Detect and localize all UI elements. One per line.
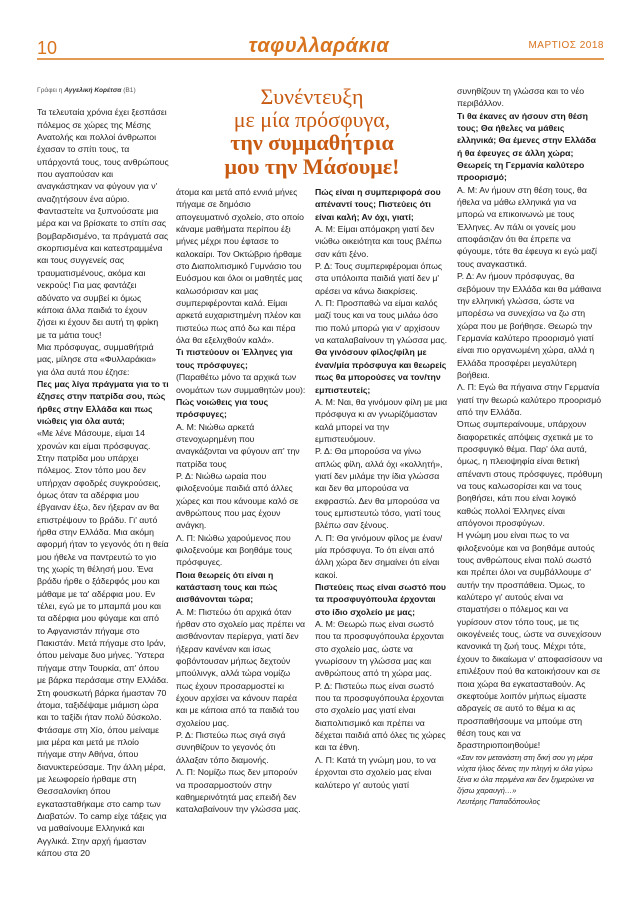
article-paragraph: Λ. Π: Νιώθω χαρούμενος που φιλοξενούμε και βοηθάμε τους πρόσφυγες. bbox=[176, 532, 293, 568]
article-paragraph: Α. Μ: Νιώθω αρκετά στενοχωρημένη που αναγκάζονται να φύγουν απ' την πατρίδα τους bbox=[176, 421, 300, 469]
article-paragraph: Όπως συμπεραίνουμε, υπάρχουν διαφορετικές απόψεις σχετικά με το προσφυγικό θέμα. Παρ' όλα αυτά, όμως, η πλειοψηφία είναι θετική απέναντι στους πρόσφυγες, πρόθυμη να τους καλωσορίσει και να τους βοηθήσει, κάτι που είναι λογικό καθώς πολλοί Έλληνες είναι απόγονοι προσφύγων. bbox=[457, 419, 603, 529]
article-paragraph: Μια πρόσφυγας, συμμαθήτριά μας, μίλησε στα «Φυλλαράκια» για όλα αυτά που έζησε: bbox=[37, 341, 157, 377]
article-paragraph: Α. Μ: Ναι, θα γινόμουν φίλη με μια πρόσφυγα κι αν γνωρίζόμασταν καλά μπορεί να την εμπιστευόμουν. bbox=[315, 396, 448, 444]
interview-question: Πιστεύεις πως είναι σωστό που τα προσφυγόπουλα έρχονται στο ίδιο σχολείο με μας; bbox=[315, 582, 446, 617]
byline bbox=[37, 85, 169, 97]
article-paragraph: Λ. Π: Προσπαθώ να είμαι καλός μαζί τους και να τους μιλάω όσο πιο πολύ μπορώ για ν' αρχίσουν να καταλαβαίνουν τη γλώσσα μας. bbox=[315, 298, 448, 346]
article-paragraph: Ρ. Δ: Θα μπορούσα να γίνω απλώς φίλη, αλλά όχι «κολλητή», γιατί δεν μιλάμε την ίδια γλώσσα και δεν θα μπορούσα να εκφραστώ. Δεν θα μπορούσα να τους εμπιστευτώ τόσο, γιατί τους βλέπω σαν ξένους. bbox=[315, 446, 443, 531]
byline-suffix: (Β1) bbox=[123, 87, 136, 94]
page-number: 10 bbox=[37, 38, 58, 58]
interview-question: Τι θα έκανες αν ήσουν στη θέση τους; Θα ήθελες να μάθεις ελληνικά; Θα έμενες στην Ελλάδα ή θα έφευγες σε άλλη χώρα; Θεωρείς τη Γερμανία καλύτερο προορισμό; bbox=[457, 110, 596, 183]
interview-question: Πώς είναι η συμπεριφορά σου απέναντί τους; Πιστεύεις ότι είναι καλή; Αν όχι, γιατί; bbox=[315, 187, 441, 222]
article-paragraph: άτομα και μετά από εννιά μήνες πήγαμε σε δημόσιο απογευματινό σχολείο, στο οποίο κάναμε μαθήματα περίπου έξι μήνες μέχρι που έφτασε το καλοκαίρι. Τον Οκτώβριο ήρθαμε στο Διαπολιτισμικό Γυμνάσιο του Ευόσμου και όλοι οι μαθητές μας καλωσόρισαν και μας συμπεριφέρονται καλά. Είμαι αρκετά ευχαριστημένη πλέον και πιστεύω πως από δω και πέρα όλα θα εξελιχθούν καλά». bbox=[176, 187, 304, 346]
interview-question: Τι πιστεύουν οι Έλληνες για τους πρόσφυγες; bbox=[176, 347, 293, 370]
interview-question: Πες μας λίγα πράγματα για το τι έζησες στην πατρίδα σου, πώς ήρθες στην Ελλάδα και πως νιώθεις για όλα αυτά; bbox=[37, 378, 169, 426]
article-paragraph: Λ. Π: Νομίζω πως δεν μπορούν να προσαρμοστούν στην καθημερινότητά μας επειδή δεν καταλαβαίνουν την γλώσσα μας. bbox=[176, 767, 301, 815]
article-paragraph: Ρ. Δ: Πιστεύω πως σιγά σιγά συνηθίζουν το γεγονός ότι άλλαξαν τόπο διαμονής. bbox=[176, 730, 286, 765]
article-paragraph: «Με λένε Μάσουμε, είμαι 14 χρονών και είμαι πρόσφυγας. Στην πατρίδα μου υπάρχει πόλεμος. Στον τόπο μου δεν υπήρχαν σφοδρές συγκρούσεις, όμως όταν τα αδέρφια μου έβγαιναν έξω, δεν ήξεραν αν θα επιστρέψουν το βράδυ. Γι' αυτό ήρθα στην Ελλάδα. Μια ακόμη αφορμή ήταν το γεγονός ότι η θεία μου ήθελε να παντρευτώ το γιο της χωρίς τη θέλησή μου. Ένα βράδυ ήρθε ο ξάδερφός μου και μάθαμε με τα' αδέρφια μου. Εν τέλει, εγώ με το μπαμπά μου και τα αδέρφια μου φύγαμε και από το Αφγανιστάν πήγαμε στο Πακιστάν. Μετά πήγαμε στο Ιράν, όπου μείναμε δυο μήνες. Ύστερα πήγαμε στην Τουρκία, απ' όπου με βάρκα περάσαμε στην Ελλάδα. bbox=[37, 428, 169, 686]
quote-author: Λευτέρης Παπαδόπουλος bbox=[457, 796, 541, 806]
article-paragraph: Ρ. Δ: Τους συμπεριφέρομαι όπως στα υπόλοιπα παιδιά γιατί δεν μ' αρέσει να κάνω διακρίσεις. bbox=[315, 261, 443, 296]
title-line-4: μου την Μάσουμε! bbox=[224, 154, 400, 179]
article-paragraph: Ρ. Δ: Αν ήμουν πρόσφυγας, θα σεβόμουν την Ελλάδα και θα μάθαινα την ελληνική γλώσσα, ώστε να μπορέσω να συνεχίσω να ζω στη χώρα που με βοήθησε. Θεωρώ την Γερμανία καλύτερο προορισμό γιατί είναι πιο οργανωμένη χώρα, αλλά η Ελλάδα προσφέρει μεγαλύτερη βοήθεια. bbox=[457, 271, 602, 380]
title-line-1: Συνέντευξη bbox=[260, 84, 364, 109]
newspaper-logo: ταφυλλαράκια bbox=[248, 35, 390, 57]
interview-question: Θα γινόσουν φίλος/φίλη με έναν/μία πρόσφυγα και θεωρείς πως θα μπορούσες να τον/την εμπιστευτείς; bbox=[315, 347, 447, 395]
article-paragraph: Φανταστείτε να ξυπνούσατε μια μέρα και να βρίσκατε το σπίτι σας βομβαρδισμένο, τα πράγματά σας σκορπισμένα και κατεστραμμένα και τους συγγενείς σας τραυματισμένους, ακόμα και νεκρούς! Για μας φαντάζει αδύνατο να συμβεί κι όμως κάποια άλλα παιδιά το έχουν ζήσει κι έχουν δει αυτή τη φρίκη με τα μάτια τους! bbox=[37, 206, 169, 340]
header-rule bbox=[37, 58, 604, 60]
article-paragraph: Ρ. Δ: Νιώθω ωραία που φιλοξενούμε παιδιά από άλλες χώρες και που κάνουμε καλό σε ανθρώπους που μας έχουν ανάγκη. bbox=[176, 470, 299, 531]
column-1 bbox=[37, 85, 169, 885]
article-paragraph: Στη φουσκωτή βάρκα ήμασταν 70 άτομα, ταξιδέψαμε μιάμιση ώρα και το ταξίδι ήταν πολύ δύσκολο. Φτάσαμε στη Χίο, όπου μείναμε μια μέρα και μετά με πλοίο πήγαμε στην Αθήνα, όπου διανυκτερεύσαμε. Την άλλη μέρα, με λεωφορείο ήρθαμε στη Θεσσαλονίκη όπου εγκατασταθήκαμε στο camp των Διαβατών. Το camp είχε τάξεις για να μαθαίνουμε Ελληνικά και Αγγλικά. Στην αρχή ήμασταν κάπου στα 20 bbox=[37, 687, 167, 858]
interview-question: Πώς νοιώθεις για τους πρόσφυγες; bbox=[176, 396, 269, 420]
article-paragraph: Ρ. Δ: Πιστεύω πως είναι σωστό που τα προσφυγόπουλα έρχονται στο σχολείο μας γιατί είναι διαπολιτισμικό και πρέπει να δέχεται παιδιά από όλες τις χώρες και τα έθνη. bbox=[315, 680, 446, 753]
column-2 bbox=[176, 186, 306, 886]
article-paragraph: Λ. Π: Εγώ θα πήγαινα στην Γερμανία γιατί την θεωρώ καλύτερο προορισμό από την Ελλάδα. bbox=[457, 382, 602, 417]
byline-prefix: Γράφει η bbox=[37, 87, 63, 94]
closing-quote: «Σαν τον μετανάστη στη δική σου γη μέρα νύχτα ήλιος δένεις την πληγή κι όλα γύρω ξένα κι όλα περιμένα και δεν ξημερώνει να ζήσω χαραυγή…» bbox=[457, 752, 595, 795]
article-paragraph: Η γνώμη μου είναι πως το να φιλοξενούμε και να βοηθάμε αυτούς τους ανθρώπους είναι πολύ σωστό και πρέπει όλοι να συμβάλλουμε σ' αυτήν την προσπάθεια. Όμως, το καλύτερο γι' αυτούς είναι να σταματήσει ο πόλεμος και να γυρίσουν στον τόπο τους, με τις οικογένειές τους, ώστε να συνεχίσουν κανονικά τη ζωή τους. Μέχρι τότε, έχουν το δικαίωμα ν' αποφασίσουν να επιλέξουν πού θα κατοικήσουν και σε ποια χώρα θα εγκατασταθούν. Ας σκεφτούμε λοιπόν μήπως είμαστε αδραγείς σε αυτό το θέμα κι ας προσπαθήσουμε να μπούμε στη θέση τους και να δραστηριοποιηθούμε! bbox=[457, 530, 603, 751]
article-paragraph: (Παραθέτω μόνο τα αρχικά των ονομάτων των συμμαθητών μου): bbox=[176, 372, 306, 395]
interview-question: Ποια θεωρείς ότι είναι η κατάσταση τους και πώς αισθάνονται τώρα; bbox=[176, 569, 278, 605]
article-paragraph: Α. Μ: Πιστεύω ότι αρχικά όταν ήρθαν στο σχολείο μας πρέπει να αισθάνονταν περίεργα, γιατί δεν ήξεραν κανέναν και ίσως φοβόντουσαν μήπως δεχτούν μπούλινγκ, αλλά τώρα νομίζω πως έχουν προσαρμοστεί κι έχουν αρχίσει να κάνουν παρέα και με κάποια από τα παιδιά του σχολείου μας. bbox=[176, 606, 306, 728]
page-header bbox=[0, 0, 638, 62]
article-title bbox=[176, 85, 448, 180]
byline-author: Αγγελική Κορέτσα bbox=[64, 87, 122, 94]
article-paragraph: Λ. Π: Κατά τη γνώμη μου, το να έρχονται στο σχολείο μας είναι καλύτερο γι' αυτούς γιατί bbox=[315, 754, 436, 790]
article-paragraph: Α. Μ: Είμαι απόμακρη γιατί δεν νιώθω οικειότητα και τους βλέπω σαν κάτι ξένο. bbox=[315, 224, 442, 259]
title-line-2: με μία πρόσφυγα, bbox=[233, 107, 391, 132]
article-paragraph: συνηθίζουν τη γλώσσα και το νέο περιβάλλον. bbox=[457, 86, 585, 109]
article-paragraph: Τα τελευταία χρόνια έχει ξεσπάσει πόλεμος σε χώρες της Μέσης Ανατολής και πολλοί άνθρωποι έχασαν το σπίτι τους, τα υπάρχοντά τους, τους ανθρώπους που αγαπούσαν και αναγκάστηκαν να φύγουν για ν' αναζητήσουν ένα αύριο. bbox=[37, 107, 169, 204]
article-paragraph: Α. Μ: Θεωρώ πως είναι σωστό που τα προσφυγόπουλα έρχονται στο σχολείο μας, ώστε να γνωρίσουν τη γλώσσα μας και ανθρώπους από τη χώρα μας. bbox=[315, 619, 444, 679]
issue-date: ΜΑΡΤΙΟΣ 2018 bbox=[528, 40, 604, 51]
article-paragraph: Α. Μ: Αν ήμουν στη θέση τους, θα ήθελα να μάθω ελληνικά για να μπορώ να επικοινωνώ με τους Έλληνες. Αν πάλι οι γονείς μου αποφάσιζαν ότι θα έπρεπε να φύγουμε, τότε θα έφευγα κι εγώ μαζί τους αναγκαστικά. bbox=[457, 184, 597, 269]
column-4 bbox=[457, 85, 603, 885]
article-paragraph: Λ. Π: Θα γινόμουν φίλος με έναν/μία πρόσφυγα. Το ότι είναι από άλλη χώρα δεν σημαίνει ότι είναι κακοί. bbox=[315, 532, 443, 580]
title-line-3: την συμμαθήτρια bbox=[230, 130, 394, 155]
column-3 bbox=[315, 186, 448, 886]
